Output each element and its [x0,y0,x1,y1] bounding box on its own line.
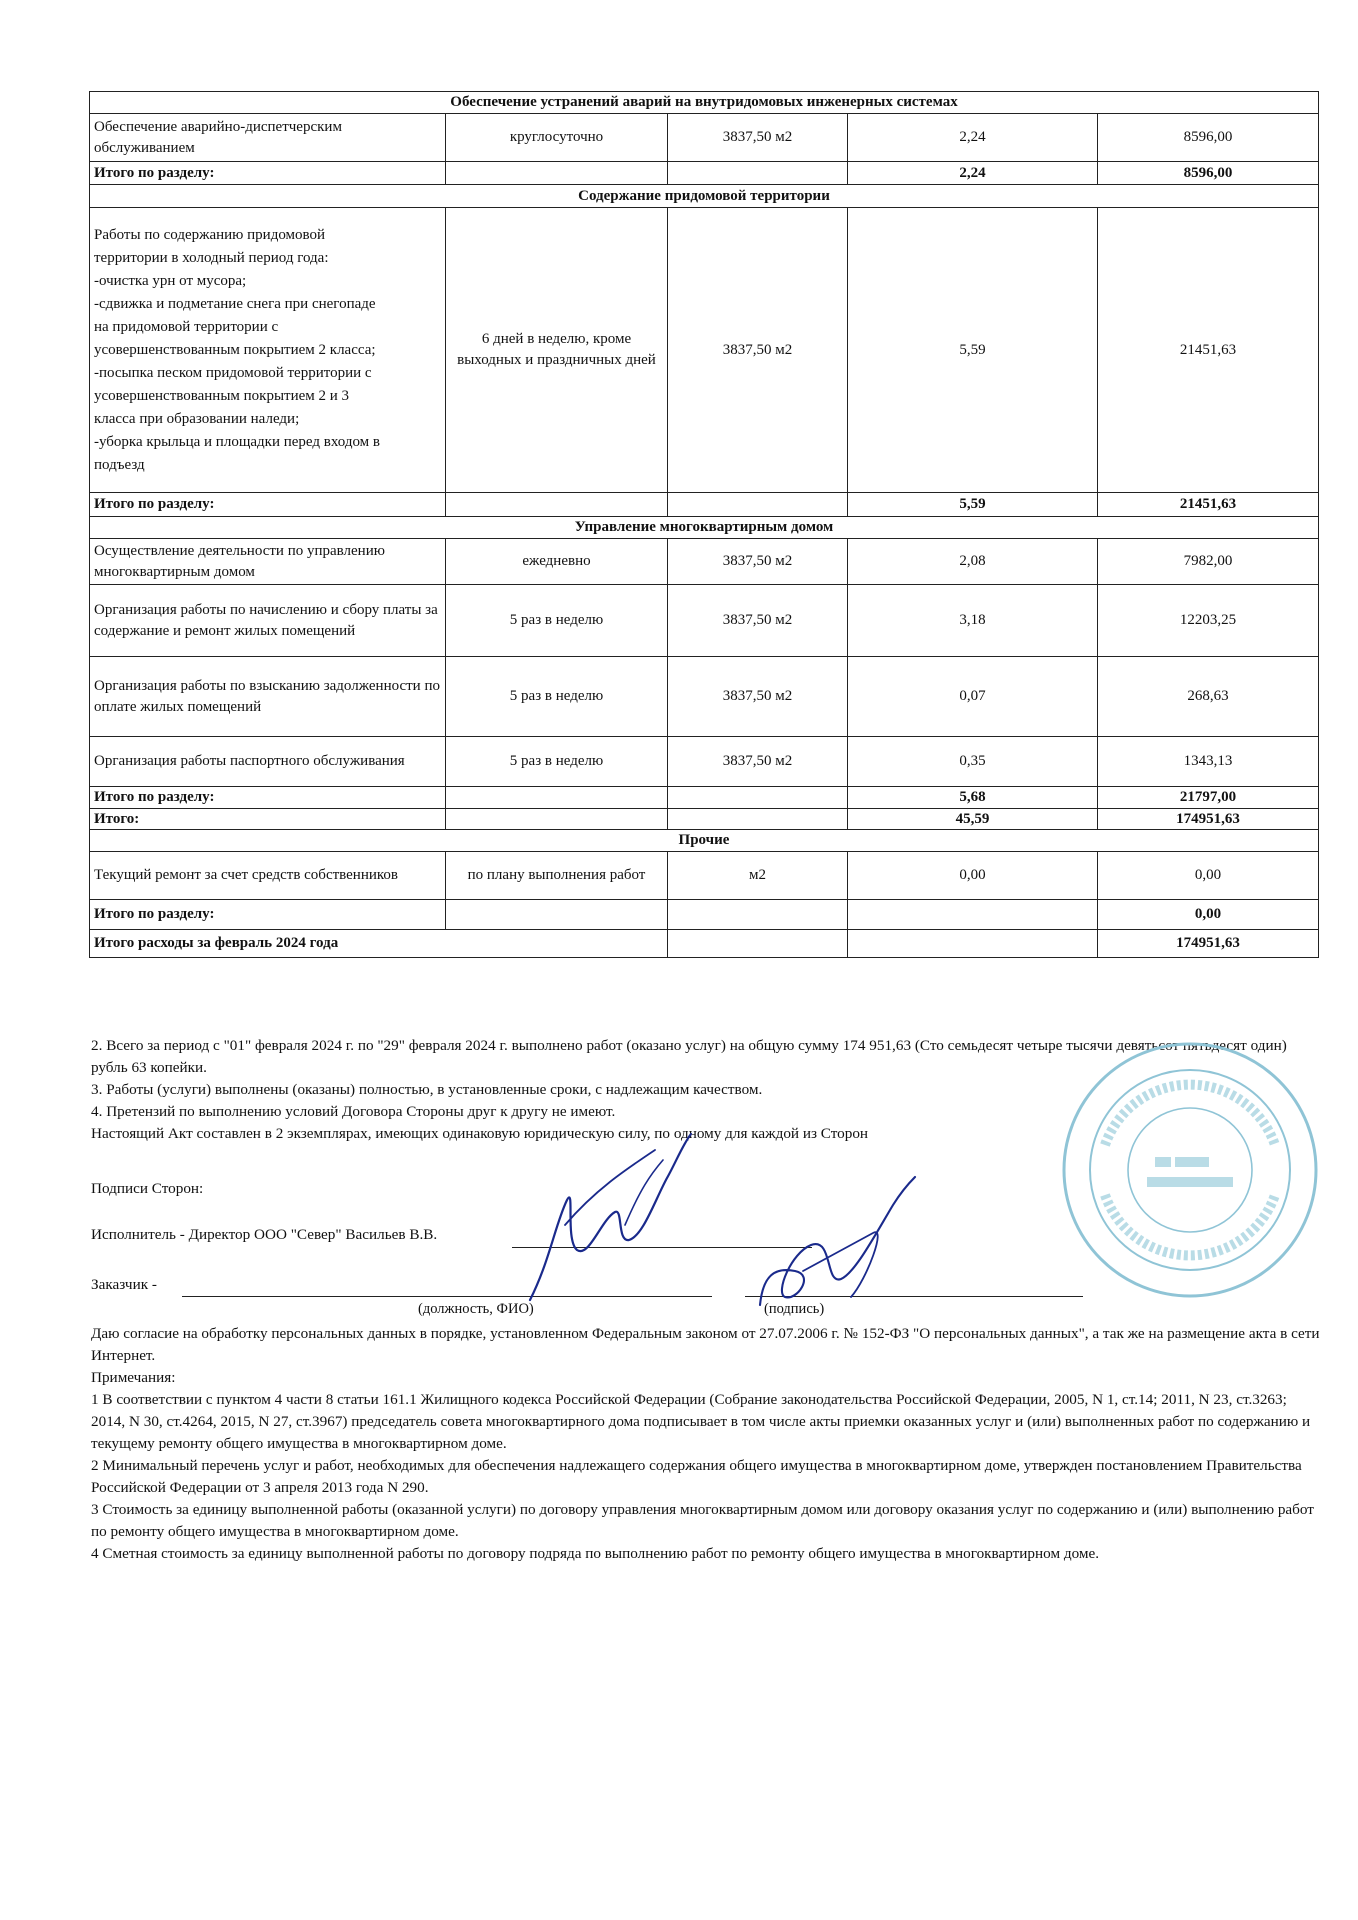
work-line: -очистка урн от мусора; [94,272,247,289]
consent-and-notes [91,1323,1321,1565]
work-line: класса при образовании наледи; [94,410,300,427]
work-line: подъезд [94,456,145,473]
table-row [90,852,1319,900]
note-1: 1 В соответствии с пунктом 4 части 8 статьи 161.1 Жилищного кодекса Российской Федерации (Собрание законодательства Российской Федерации, 2005, N 1, ст.14; 2011, N 23, ст.3263; 2014, N 30, ст.4264, 2015, N 27, ст.3967) председатель совета многоквартирного дома подписывает в том числе акты приемки оказанных услуг и (или) выполненных работ по содержанию и текущему ремонту общего имущества в многоквартирном доме. [91,1391,1311,1452]
note-3: 3 Стоимость за единицу выполненной работы (оказанной услуги) по договору управления многоквартирным домом или договору оказания услуг по содержанию и (или) выполнению работ по ремонту общего имущества в многоквартирном доме. [91,1501,1314,1540]
executor-signature-image [505,1130,705,1305]
position-caption: (должность, ФИО) [418,1301,534,1317]
total-label: Итого по разделу: [90,900,446,930]
work-name: Осуществление деятельности по управлению многоквартирным домом [90,539,446,585]
paragraph-quality: 3. Работы (услуги) выполнены (оказаны) полностью, в установленные сроки, с надлежащим качеством. [91,1081,763,1098]
total-label: Итого: [90,808,446,830]
work-line: усовершенствованным покрытием 2 и 3 [94,387,350,404]
work-frequency: круглосуточно [446,114,668,162]
executor-line: Исполнитель - Директор ООО "Север" Васильев В.В. [91,1226,438,1243]
note-4: 4 Сметная стоимость за единицу выполненной работы по договору подряда по выполнению работ по ремонту общего имущества в многоквартирном доме. [91,1545,1100,1562]
total-label: Итого по разделу: [90,787,446,809]
work-sum: 268,63 [1098,657,1319,737]
work-sum: 21451,63 [1098,208,1319,493]
grand-total-row [90,808,1319,830]
section-title: Управление многоквартирным домом [90,517,1319,539]
total-sum: 21797,00 [1098,787,1319,809]
section-header-territory [90,185,1319,208]
section-total-row [90,493,1319,517]
work-frequency: 6 дней в неделю, кроме выходных и праздничных дней [446,208,668,493]
work-line: -сдвижка и подметание снега при снегопаде [94,295,376,312]
work-rate: 0,07 [848,657,1098,737]
expenses-total-row [90,930,1319,958]
table-row [90,737,1319,787]
section-header-other [90,830,1319,852]
work-area: 3837,50 м2 [668,585,848,657]
work-name: Организация работы по взысканию задолженности по оплате жилых помещений [90,657,446,737]
work-name [90,208,446,493]
total-sum: 174951,63 [1098,930,1319,958]
customer-signature-image [755,1175,920,1320]
work-line: -уборка крыльца и площадки перед входом в [94,433,380,450]
total-rate: 45,59 [848,808,1098,830]
company-stamp [1055,1035,1325,1305]
work-rate: 0,35 [848,737,1098,787]
customer-label: Заказчик - [91,1276,157,1293]
work-rate: 5,59 [848,208,1098,493]
paragraph-copies: Настоящий Акт составлен в 2 экземплярах, имеющих одинаковую юридическую силу, по одному для каждой из Сторон [91,1125,869,1142]
work-area: 3837,50 м2 [668,657,848,737]
work-name: Обеспечение аварийно-диспетчерским обслуживанием [90,114,446,162]
total-rate: 5,59 [848,493,1098,517]
work-sum: 7982,00 [1098,539,1319,585]
work-line: на придомовой территории с [94,318,279,335]
total-label: Итого по разделу: [90,162,446,185]
table-row [90,539,1319,585]
work-name: Текущий ремонт за счет средств собственников [90,852,446,900]
work-area: м2 [668,852,848,900]
table-row [90,208,1319,493]
section-title: Обеспечение устранений аварий на внутридомовых инженерных системах [90,92,1319,114]
work-area: 3837,50 м2 [668,539,848,585]
signatures-label: Подписи Сторон: [91,1180,204,1197]
work-frequency: 5 раз в неделю [446,657,668,737]
table-row [90,585,1319,657]
notes-title: Примечания: [91,1369,176,1386]
work-sum: 0,00 [1098,852,1319,900]
work-area: 3837,50 м2 [668,737,848,787]
work-line: Работы по содержанию придомовой [94,226,326,243]
total-label: Итого расходы за февраль 2024 года [90,930,668,958]
work-line: территории в холодный период года: [94,249,329,266]
section-total-row [90,787,1319,809]
work-rate: 2,24 [848,114,1098,162]
paragraph-no-claims: 4. Претензий по выполнению условий Договора Стороны друг к другу не имеют. [91,1103,616,1120]
section-header-management [90,517,1319,539]
total-sum: 21451,63 [1098,493,1319,517]
paragraph-total-sum: 2. Всего за период с "01" февраля 2024 г. по "29" февраля 2024 г. выполнено работ (оказано услуг) на общую сумму 174 951,63 (Сто семьдесят четыре тысячи девятьсот пятьдесят один) рубль 63 копейки. [91,1037,1287,1076]
table-row [90,657,1319,737]
consent-text: Даю согласие на обработку персональных данных в порядке, установленном Федеральным законом от 27.07.2006 г. № 152-ФЗ "О персональных данных", а так же на размещение акта в сети Интернет. [91,1325,1320,1364]
work-frequency: 5 раз в неделю [446,737,668,787]
total-sum: 8596,00 [1098,162,1319,185]
work-sum: 12203,25 [1098,585,1319,657]
total-sum: 174951,63 [1098,808,1319,830]
work-line: -посыпка песком придомовой территории с [94,364,372,381]
signature-caption: (подпись) [764,1301,825,1317]
section-total-row [90,162,1319,185]
work-rate: 3,18 [848,585,1098,657]
work-name: Организация работы паспортного обслуживания [90,737,446,787]
note-2: 2 Минимальный перечень услуг и работ, необходимых для обеспечения надлежащего содержания общего имущества в многоквартирном доме, утвержден постановлением Правительства Российской Федерации от 3 апреля 2013 года N 290. [91,1457,1302,1496]
table-row [90,114,1319,162]
section-title: Прочие [90,830,1319,852]
section-title: Содержание придомовой территории [90,185,1319,208]
work-rate: 0,00 [848,852,1098,900]
total-rate: 5,68 [848,787,1098,809]
section-total-row [90,900,1319,930]
work-frequency: 5 раз в неделю [446,585,668,657]
work-area: 3837,50 м2 [668,208,848,493]
work-area: 3837,50 м2 [668,114,848,162]
work-sum: 8596,00 [1098,114,1319,162]
total-label: Итого по разделу: [90,493,446,517]
total-sum: 0,00 [1098,900,1319,930]
work-frequency: ежедневно [446,539,668,585]
work-rate: 2,08 [848,539,1098,585]
work-frequency: по плану выполнения работ [446,852,668,900]
work-line: усовершенствованным покрытием 2 класса; [94,341,376,358]
work-sum: 1343,13 [1098,737,1319,787]
section-header-emergency [90,92,1319,114]
work-name: Организация работы по начислению и сбору платы за содержание и ремонт жилых помещений [90,585,446,657]
works-table [89,91,1319,958]
total-rate: 2,24 [848,162,1098,185]
